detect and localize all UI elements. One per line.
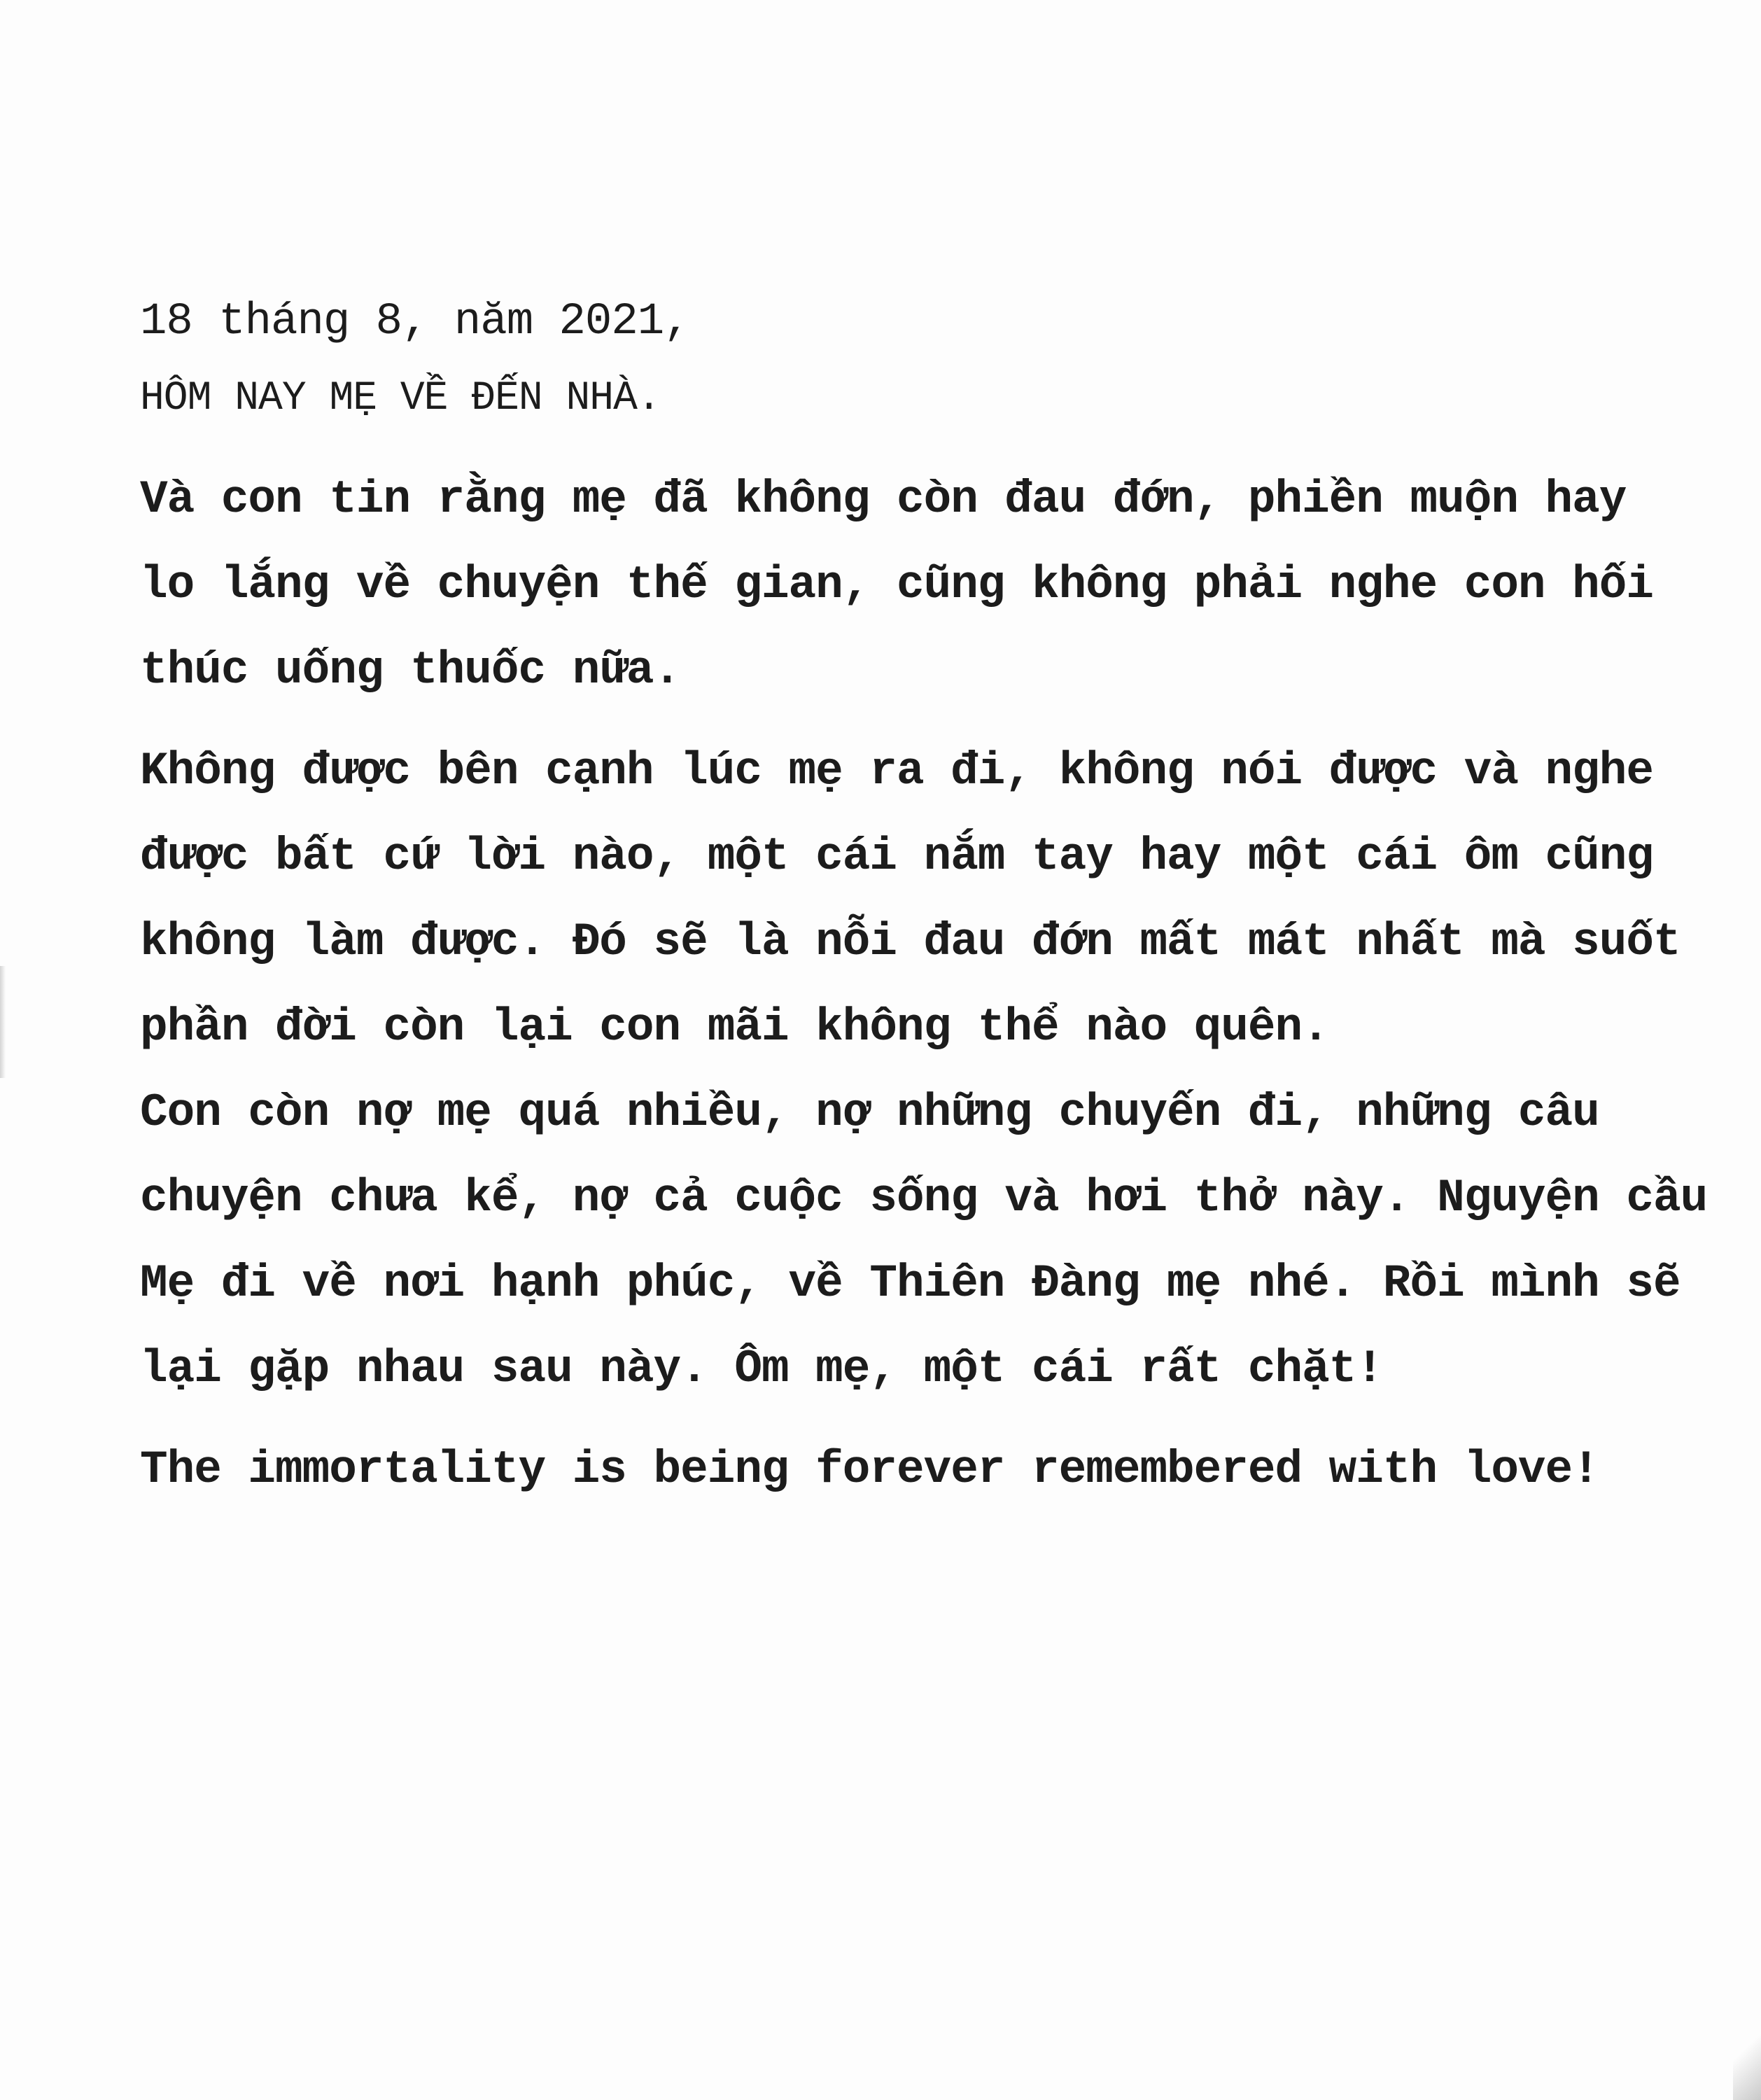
paragraph-1 [140,457,1653,713]
paragraph-3-line: chuyện chưa kể, nợ cả cuộc sống và hơi thở này. Nguyện cầu [140,1172,1708,1224]
paragraph-2-line: Không được bên cạnh lúc mẹ ra đi, không nói được và nghe [140,745,1653,797]
letter-body [140,284,1708,1513]
paragraph-2-line: không làm được. Đó sẽ là nỗi đau đớn mất mát nhất mà suốt [140,916,1681,968]
paragraph-2-line: phần đời còn lại con mãi không thể nào quên. [140,1001,1329,1054]
paragraph-1-line: Và con tin rằng mẹ đã không còn đau đớn, phiền muộn hay [140,473,1627,526]
paper-edge-shadow [0,966,6,1078]
paragraph-1-line: thúc uống thuốc nữa. [140,644,681,696]
paragraph-3 [140,1070,1708,1412]
letter-date: 18 tháng 8, năm 2021, [140,297,690,347]
letter-title: HÔM NAY MẸ VỀ ĐẾN NHÀ. [140,376,661,421]
paragraph-3-line: Mẹ đi về nơi hạnh phúc, về Thiên Đàng mẹ nhé. Rồi mình sẽ [140,1257,1681,1310]
closing-quote: The immortality is being forever remembered with love! [140,1443,1599,1496]
paragraph-1-line: lo lắng về chuyện thế gian, cũng không phải nghe con hối [140,559,1653,611]
paragraph-2-line: được bất cứ lời nào, một cái nắm tay hay một cái ôm cũng [140,830,1653,883]
paragraph-2 [140,729,1681,1070]
paragraph-3-line: lại gặp nhau sau này. Ôm mẹ, một cái rất chặt! [140,1343,1383,1395]
paragraph-3-line: Con còn nợ mẹ quá nhiều, nợ những chuyến đi, những câu [140,1086,1599,1139]
paper-corner-shadow [1733,2016,1761,2100]
